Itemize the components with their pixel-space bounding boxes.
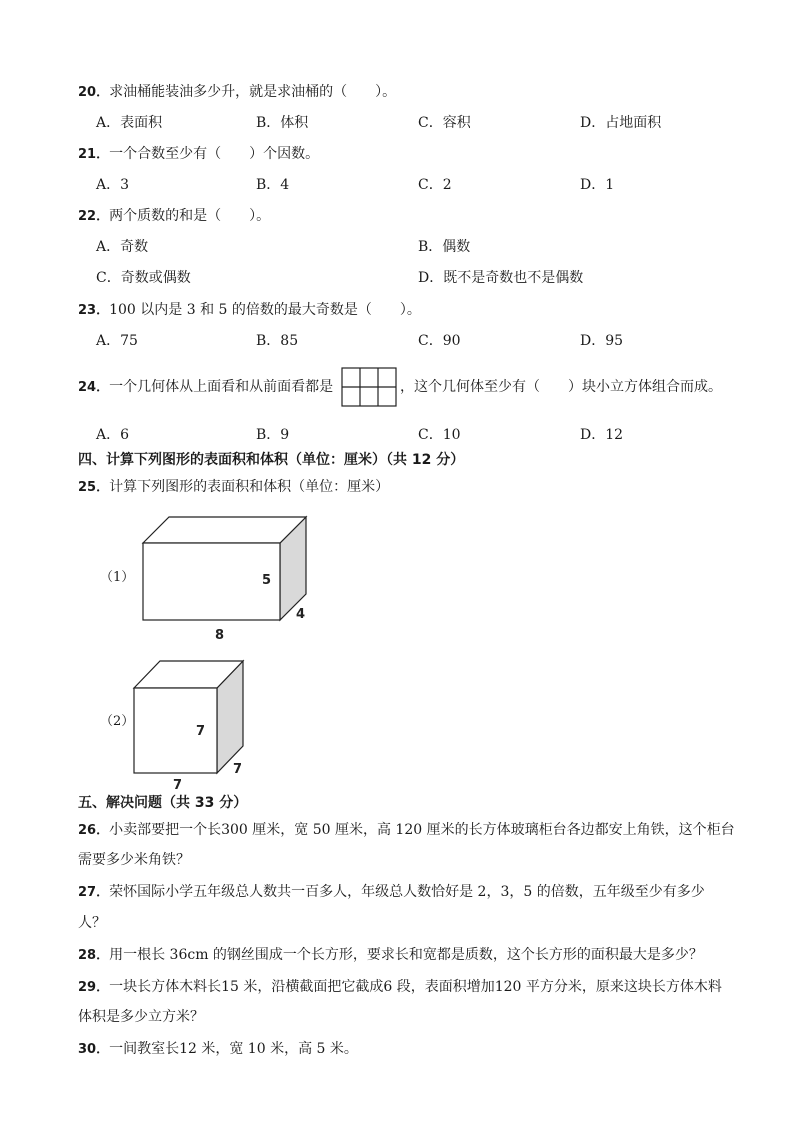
question-text: 一间教室长12 米，宽 10 米，高 5 米。 [109, 1041, 358, 1057]
question-number: 30． [78, 1042, 110, 1057]
option-b[interactable]: B．85 [256, 333, 299, 349]
dimension-length: 7 [173, 778, 183, 793]
option-c[interactable]: C．容积 [418, 115, 471, 131]
option-a[interactable]: A．6 [96, 427, 130, 443]
figure-1-label: （1） [100, 570, 135, 585]
view-grid-figure [341, 367, 397, 407]
cube-figure-2 [130, 657, 250, 793]
dimension-height: 7 [196, 724, 206, 739]
option-d[interactable]: D．占地面积 [580, 115, 662, 131]
question-text: 求油桶能装油多少升，就是求油桶的（ ）。 [109, 84, 397, 100]
dimension-height: 5 [262, 573, 272, 588]
dimension-width: 7 [233, 762, 243, 777]
dimension-width: 4 [296, 607, 306, 622]
question-27 [78, 882, 705, 903]
option-b[interactable]: B．4 [256, 177, 290, 193]
question-30 [78, 1039, 358, 1060]
option-d[interactable]: D．12 [580, 427, 624, 443]
section-4-title: 四、计算下列图形的表面积和体积（单位：厘米）（共 12 分） [78, 452, 465, 468]
question-24 [78, 377, 333, 398]
question-text: 一个合数至少有（ ）个因数。 [109, 146, 320, 162]
question-number: 25． [78, 480, 110, 495]
question-number: 22． [78, 209, 110, 224]
question-number: 23． [78, 303, 110, 318]
question-text-line-1: 一块长方体木料长15 米，沿横截面把它截成6 段，表面积增加120 平方分米，原来这块长方体木料 [109, 979, 722, 995]
question-number: 20． [78, 85, 110, 100]
question-number: 26． [78, 823, 110, 838]
question-29 [78, 977, 722, 998]
question-22 [78, 206, 270, 227]
dimension-length: 8 [215, 628, 225, 643]
option-c[interactable]: C．90 [418, 333, 461, 349]
section-5-title: 五、解决问题（共 33 分） [78, 795, 248, 811]
option-b[interactable]: B．9 [256, 427, 290, 443]
option-c[interactable]: C．10 [418, 427, 461, 443]
figure-2-label: （2） [100, 714, 135, 729]
question-text: 两个质数的和是（ ）。 [109, 208, 271, 224]
question-number: 27． [78, 885, 110, 900]
option-a[interactable]: A．表面积 [96, 115, 163, 131]
question-25 [78, 477, 389, 498]
option-b[interactable]: B．偶数 [418, 239, 471, 255]
question-20 [78, 82, 396, 103]
question-text-line-2: 需要多少米角铁？ [78, 852, 190, 868]
question-text-line-2: 人？ [78, 915, 106, 931]
option-a[interactable]: A．75 [96, 333, 138, 349]
question-21 [78, 144, 319, 165]
option-d[interactable]: D．95 [580, 333, 624, 349]
question-26 [78, 820, 735, 841]
question-number: 24． [78, 380, 110, 395]
question-number: 29． [78, 980, 110, 995]
option-a[interactable]: A．3 [96, 177, 130, 193]
option-d[interactable]: D．既不是奇数也不是偶数 [418, 270, 584, 286]
question-text-part-2: ，这个几何体至少有（ ）块小立方体组合而成。 [400, 379, 722, 395]
option-c[interactable]: C．奇数或偶数 [96, 270, 191, 286]
question-text-part-1: 一个几何体从上面看和从前面看都是 [109, 379, 334, 395]
question-text-line-1: 小卖部要把一个长300 厘米，宽 50 厘米，高 120 厘米的长方体玻璃柜台各边都安上角铁，这个柜台 [109, 822, 735, 838]
question-text-line-2: 体积是多少立方米？ [78, 1009, 204, 1025]
question-number: 21． [78, 147, 110, 162]
question-23 [78, 300, 421, 321]
question-text: 用一根长 36cm 的钢丝围成一个长方形，要求长和宽都是质数，这个长方形的面积最大是多少？ [109, 947, 703, 963]
option-a[interactable]: A．奇数 [96, 239, 149, 255]
option-b[interactable]: B．体积 [256, 115, 309, 131]
option-d[interactable]: D．1 [580, 177, 615, 193]
question-number: 28． [78, 948, 110, 963]
question-text-line-1: 荣怀国际小学五年级总人数共一百多人，年级总人数恰好是 2，3，5 的倍数，五年级至少有多少 [109, 884, 705, 900]
question-text: 100 以内是 3 和 5 的倍数的最大奇数是（ ）。 [109, 302, 421, 318]
cuboid-figure-1 [140, 514, 320, 644]
option-c[interactable]: C．2 [418, 177, 452, 193]
question-28 [78, 945, 703, 966]
question-text: 计算下列图形的表面积和体积（单位：厘米） [109, 479, 390, 495]
